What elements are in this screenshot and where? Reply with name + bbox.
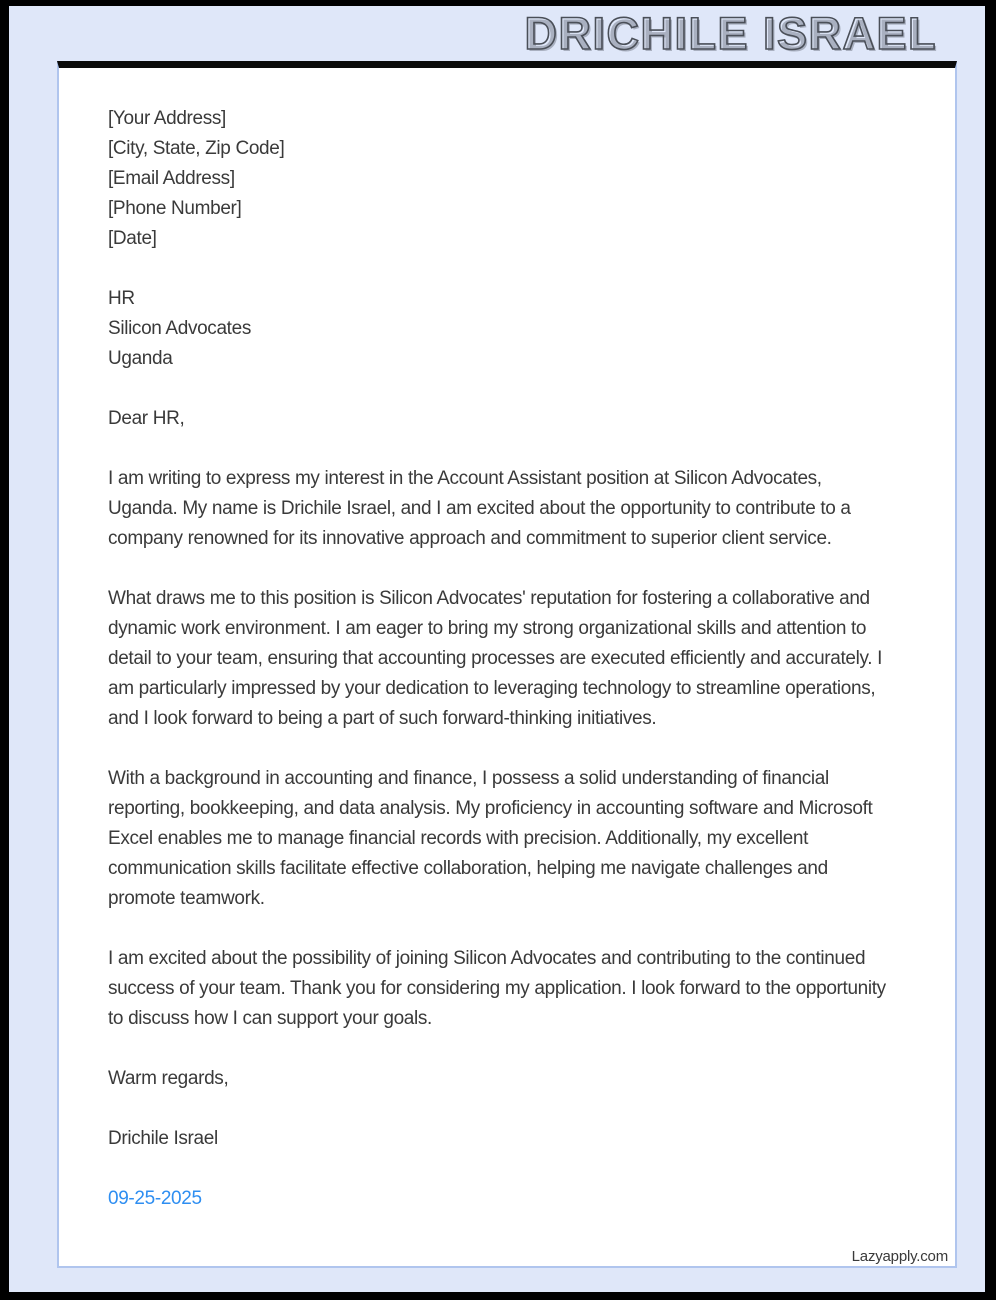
body-paragraph-4: I am excited about the possibility of joining Silicon Advocates and contributing to the continued success of your team. Thank you for considering my application. I look forward to the opportunity to discuss how I can support your goals. xyxy=(108,948,886,1029)
date-link[interactable]: 09-25-2025 xyxy=(108,1188,202,1209)
sender-date-line: [Date] xyxy=(108,228,157,249)
recipient-block xyxy=(108,284,894,374)
letter-page xyxy=(57,61,957,1268)
candidate-name-header: DRICHILE ISRAEL xyxy=(524,8,937,59)
canvas-background xyxy=(9,6,985,1292)
recipient-company-line: Silicon Advocates xyxy=(108,318,251,339)
sender-address-block xyxy=(108,104,894,254)
body-paragraph-3: With a background in accounting and finance, I possess a solid understanding of financial reporting, bookkeeping, and data analysis. My proficiency in accounting software and Microsoft Excel enables me to manage financial records with precision. Additionally, my excellent communication skills facilitate effective collaboration, helping me navigate challenges and promote teamwork. xyxy=(108,768,873,909)
sender-phone-line: [Phone Number] xyxy=(108,198,242,219)
recipient-country-line: Uganda xyxy=(108,348,173,369)
closing-line: Warm regards, xyxy=(108,1068,229,1089)
watermark-link: Lazyapply.com xyxy=(851,1248,948,1265)
recipient-name-line: HR xyxy=(108,288,135,309)
body-paragraph-2: What draws me to this position is Silicon Advocates' reputation for fostering a collaborative and dynamic work environment. I am eager to bring my strong organizational skills and attention to detail to your team, ensuring that accounting processes are executed efficiently and accurately. I am particularly impressed by your dedication to leveraging technology to streamline operations, and I look forward to being a part of such forward-thinking initiatives. xyxy=(108,588,883,729)
sender-email-line: [Email Address] xyxy=(108,168,235,189)
salutation: Dear HR, xyxy=(108,408,185,429)
header xyxy=(57,8,937,60)
body-paragraph-1: I am writing to express my interest in the Account Assistant position at Silicon Advocates, Uganda. My name is Drichile Israel, and I am excited about the opportunity to contribute to a company renowned for its innovative approach and commitment to superior client service. xyxy=(108,468,851,549)
letter-content xyxy=(59,68,955,1214)
sender-city-line: [City, State, Zip Code] xyxy=(108,138,285,159)
signature-name: Drichile Israel xyxy=(108,1128,218,1149)
sender-address-line: [Your Address] xyxy=(108,108,226,129)
